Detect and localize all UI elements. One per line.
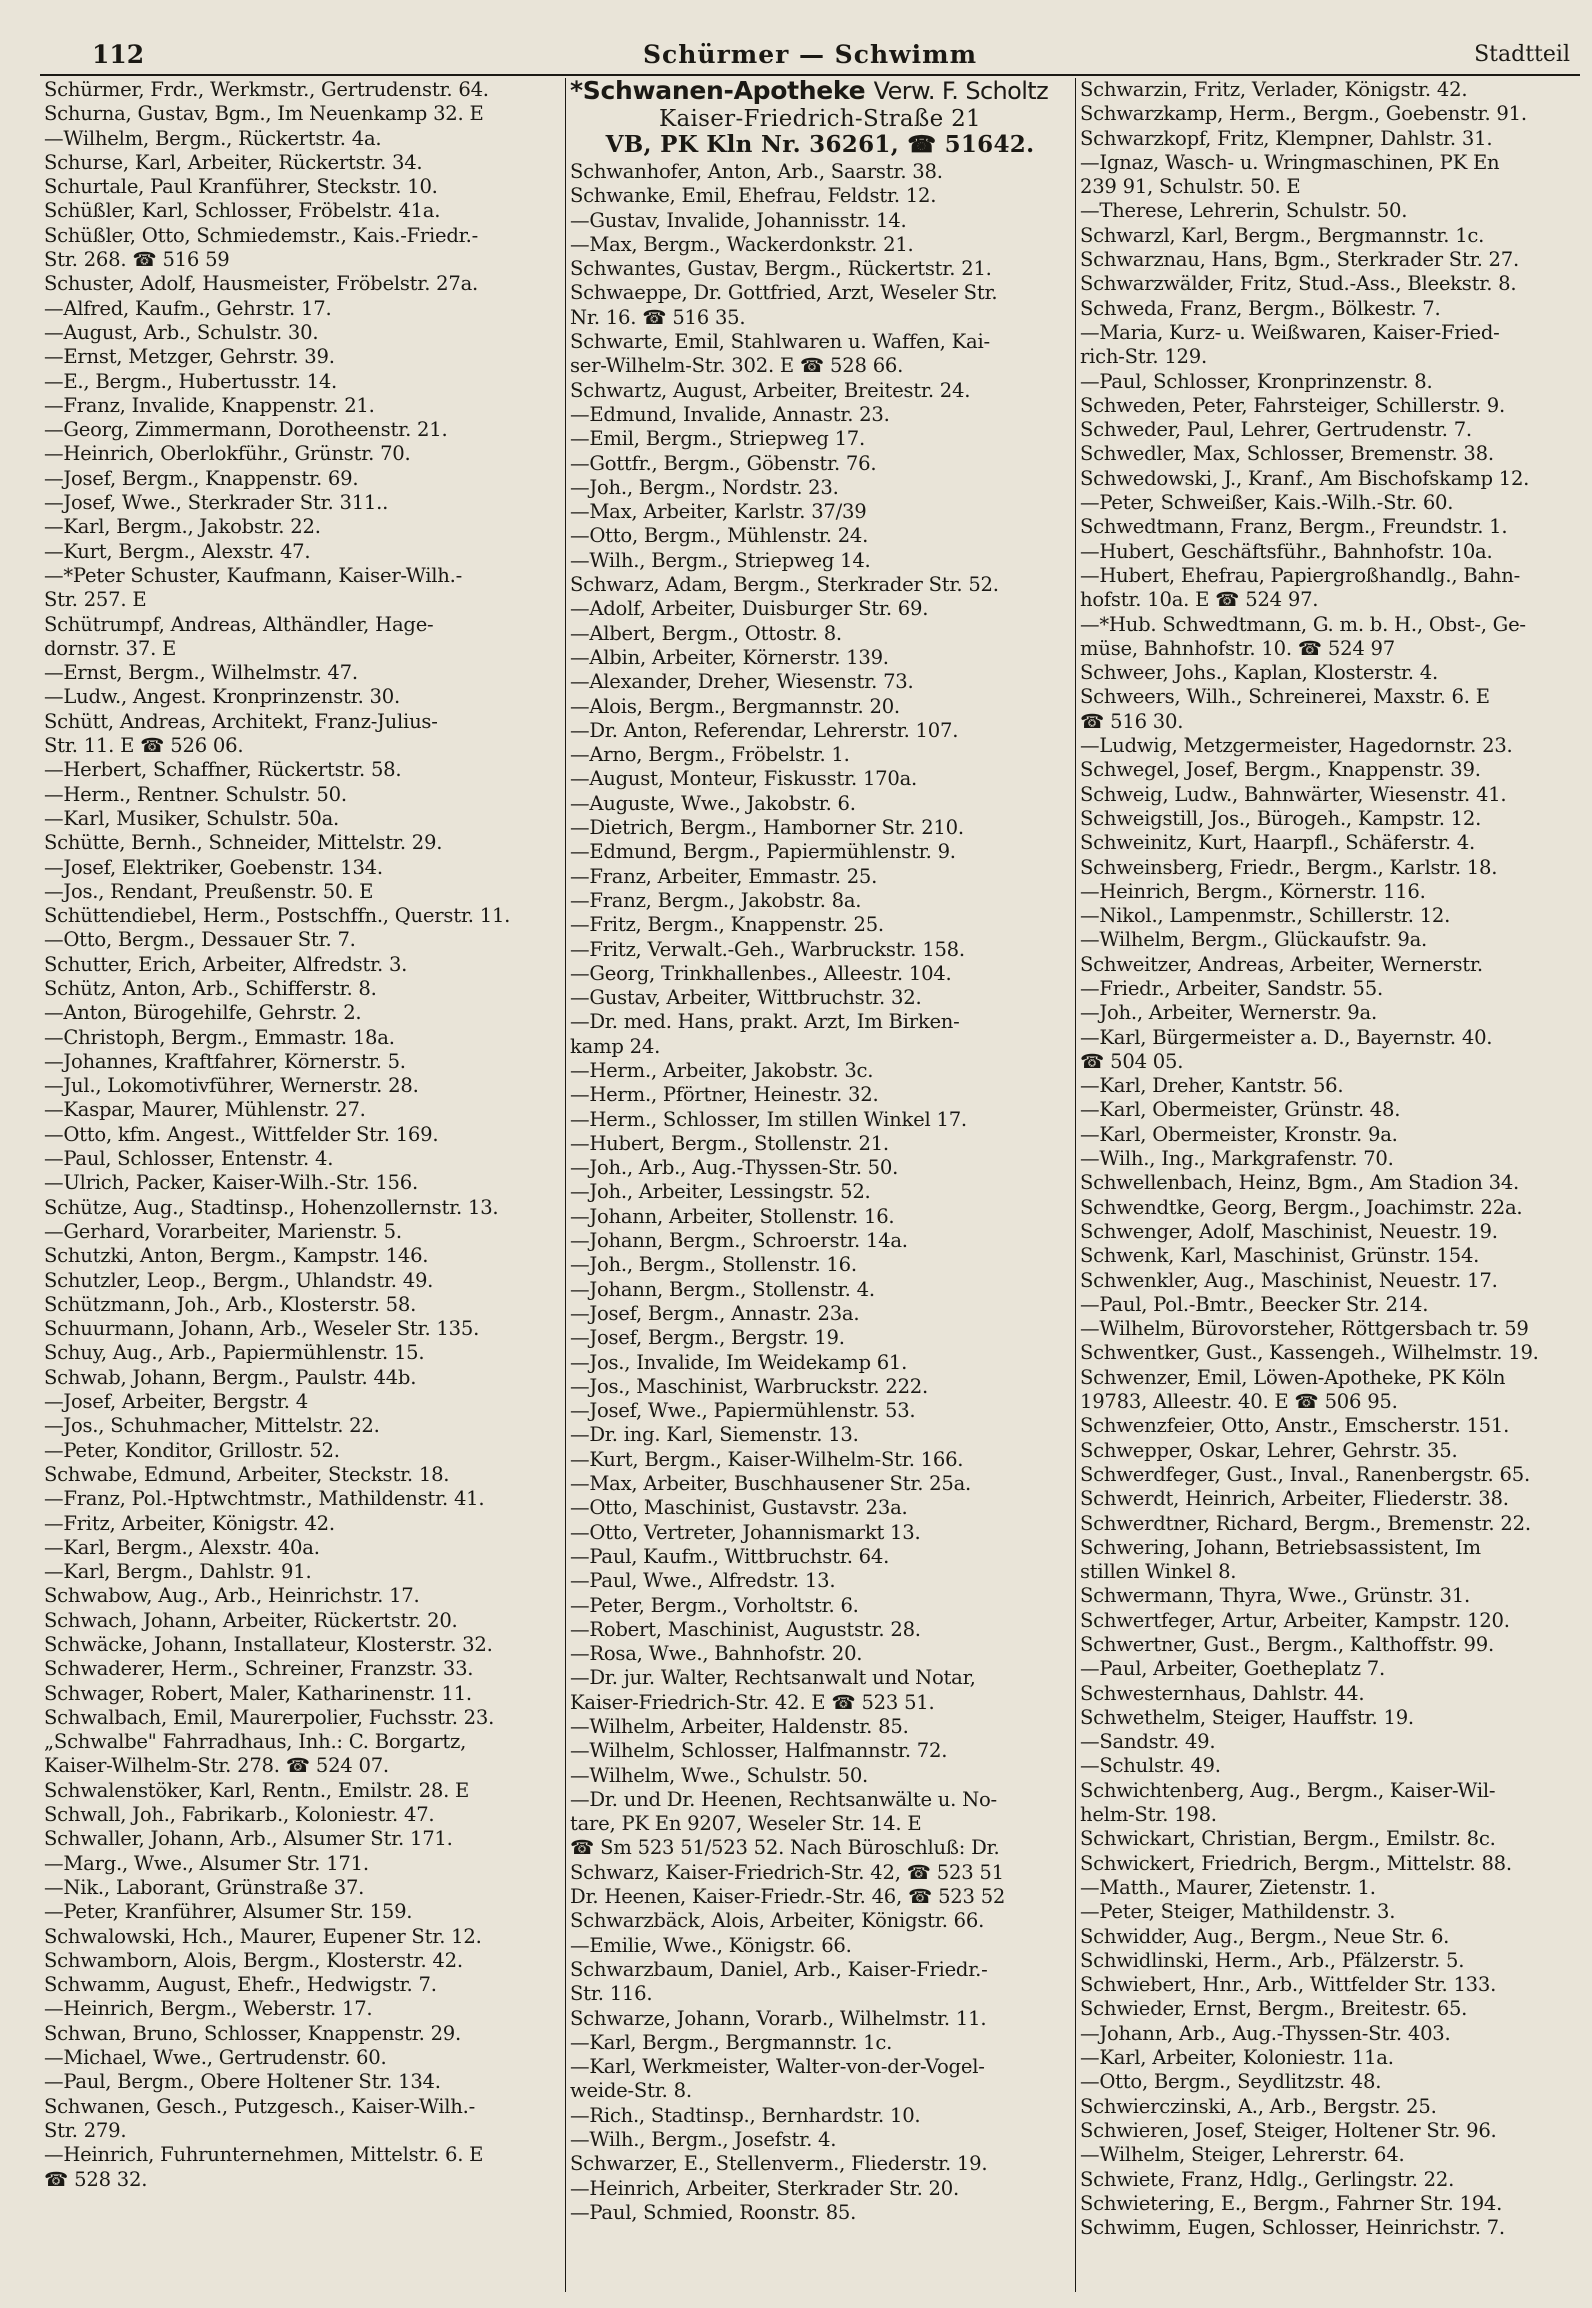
directory-entry-line: —Wilh., Bergm., Josefstr. 4. xyxy=(570,2128,837,2152)
directory-entry-line: —Max, Arbeiter, Buschhausener Str. 25a. xyxy=(570,1472,972,1496)
directory-entry-line: —Paul, Wwe., Alfredstr. 13. xyxy=(570,1569,836,1593)
directory-entry-line: —E., Bergm., Hubertusstr. 14. xyxy=(44,369,338,393)
directory-entry-line: —Anton, Bürogehilfe, Gehrstr. 2. xyxy=(44,1001,362,1025)
directory-entry-line: —Sandstr. 49. xyxy=(1080,1730,1216,1754)
directory-entry-line: —Josef, Wwe., Papiermühlenstr. 53. xyxy=(570,1399,916,1423)
directory-entry-line: Schutzler, Leop., Bergm., Uhlandstr. 49. xyxy=(44,1268,434,1292)
directory-entry-line: Kaiser-Wilhelm-Str. 278. ☎ 524 07. xyxy=(44,1754,389,1778)
directory-entry-line: 239 91, Schulstr. 50. E xyxy=(1080,175,1301,199)
directory-entry-line: stillen Winkel 8. xyxy=(1080,1560,1237,1584)
directory-entry-line: —Paul, Schmied, Roonstr. 85. xyxy=(570,2200,857,2224)
directory-entry-line: Schwamm, August, Ehefr., Hedwigstr. 7. xyxy=(44,1973,437,1997)
directory-entry-line: Schwickart, Christian, Bergm., Emilstr. 8c. xyxy=(1080,1827,1496,1851)
directory-entry-line: —Karl, Arbeiter, Koloniestr. 11a. xyxy=(1080,2046,1394,2070)
directory-entry-line: —Georg, Trinkhallenbes., Alleestr. 104. xyxy=(570,961,952,985)
directory-entry-line: —Franz, Invalide, Knappenstr. 21. xyxy=(44,393,375,417)
directory-entry-line: Schwenk, Karl, Maschinist, Grünstr. 154. xyxy=(1080,1244,1480,1268)
directory-entry-line: —Kurt, Bergm., Kaiser-Wilhelm-Str. 166. xyxy=(570,1447,964,1471)
directory-entry-line: —Joh., Bergm., Nordstr. 23. xyxy=(570,475,839,499)
directory-entry-line: —Herm., Schlosser, Im stillen Winkel 17. xyxy=(570,1107,967,1131)
directory-entry-line: —Fritz, Bergm., Knappenstr. 25. xyxy=(570,913,884,937)
directory-entry-line: Schwietering, E., Bergm., Fahrner Str. 194. xyxy=(1080,2191,1503,2215)
directory-entry-line: —Ludwig, Metzgermeister, Hagedornstr. 23. xyxy=(1080,734,1513,758)
directory-entry-line: —Herm., Pförtner, Heinestr. 32. xyxy=(570,1083,879,1107)
column-right xyxy=(1080,78,1590,2292)
directory-entry-line: —Heinrich, Bergm., Weberstr. 17. xyxy=(44,1997,373,2021)
directory-entry-line: dornstr. 37. E xyxy=(44,636,177,660)
directory-entry-line: Schwidlinski, Herm., Arb., Pfälzerstr. 5. xyxy=(1080,1948,1465,1972)
directory-entry-line: —Rosa, Wwe., Bahnhofstr. 20. xyxy=(570,1642,863,1666)
directory-entry-line: —Joh., Arbeiter, Wernerstr. 9a. xyxy=(1080,1001,1377,1025)
directory-entry-line: —*Peter Schuster, Kaufmann, Kaiser-Wilh.- xyxy=(44,563,463,587)
directory-entry-line: —Peter, Steiger, Mathildenstr. 3. xyxy=(1080,1900,1396,1924)
directory-entry-line: Kaiser-Friedrich-Str. 42. E ☎ 523 51. xyxy=(570,1690,935,1714)
directory-entry-line: —Karl, Bergm., Dahlstr. 91. xyxy=(44,1560,312,1584)
directory-entry-line: —Karl, Bürgermeister a. D., Bayernstr. 40. xyxy=(1080,1025,1493,1049)
directory-entry-line: Schwimm, Eugen, Schlosser, Heinrichstr. 7. xyxy=(1080,2216,1505,2240)
directory-entry-line: —Johann, Bergm., Stollenstr. 4. xyxy=(570,1277,875,1301)
directory-entry-line: —August, Arb., Schulstr. 30. xyxy=(44,320,319,344)
directory-entry-line: —Gustav, Arbeiter, Wittbruchstr. 32. xyxy=(570,986,922,1010)
directory-entry-line: —Josef, Arbeiter, Bergstr. 4 xyxy=(44,1390,308,1414)
directory-entry-line: Schwiete, Franz, Hdlg., Gerlingstr. 22. xyxy=(1080,2167,1455,2191)
directory-entry-line: —Alfred, Kaufm., Gehrstr. 17. xyxy=(44,296,332,320)
running-title: Schürmer — Schwimm xyxy=(642,40,978,69)
directory-entry-line: —Ulrich, Packer, Kaiser-Wilh.-Str. 156. xyxy=(44,1171,418,1195)
directory-entry-line: „Schwalbe" Fahrradhaus, Inh.: C. Borgartz, xyxy=(44,1730,467,1754)
directory-entry-line: Schwäcke, Johann, Installateur, Klosterstr. 32. xyxy=(44,1633,493,1656)
directory-entry-line: —Franz, Arbeiter, Emmastr. 25. xyxy=(570,864,878,888)
directory-entry-line: —Otto, Bergm., Mühlenstr. 24. xyxy=(570,524,869,548)
directory-entry-line: Schwermann, Thyra, Wwe., Grünstr. 31. xyxy=(1080,1584,1470,1608)
directory-entry-line: —Alexander, Dreher, Wiesenstr. 73. xyxy=(570,670,914,694)
directory-entry-line: weide-Str. 8. xyxy=(570,2079,692,2103)
directory-entry-line: Schütz, Anton, Arb., Schifferstr. 8. xyxy=(44,976,377,1000)
directory-entry-line: —Wilhelm, Bergm., Glückaufstr. 9a. xyxy=(1080,928,1428,952)
directory-entry-line: —Karl, Bergm., Jakobstr. 22. xyxy=(44,515,321,539)
directory-entry-line: —Emilie, Wwe., Königstr. 66. xyxy=(570,1933,852,1957)
directory-entry-line: —Herm., Rentner. Schulstr. 50. xyxy=(44,782,347,806)
directory-entry-line: Schwellenbach, Heinz, Bgm., Am Stadion 34. xyxy=(1080,1171,1520,1195)
directory-entry-line: Schuy, Aug., Arb., Papiermühlenstr. 15. xyxy=(44,1341,425,1365)
directory-entry-line: —Jos., Rendant, Preußenstr. 50. E xyxy=(44,879,374,903)
directory-entry-line: Schweitzer, Andreas, Arbeiter, Wernerstr. xyxy=(1080,952,1483,976)
directory-entry-line: Schwaderer, Herm., Schreiner, Franzstr. 33. xyxy=(44,1657,474,1681)
directory-entry-line: Schürmer, Frdr., Werkmstr., Gertrudenstr. 64. xyxy=(44,78,489,101)
directory-entry-line: —Michael, Wwe., Gertrudenstr. 60. xyxy=(44,2046,387,2070)
directory-entry-line: Dr. Heenen, Kaiser-Friedr.-Str. 46, ☎ 523 52 xyxy=(570,1885,1006,1909)
directory-entry-line: Schwierczinski, A., Arb., Bergstr. 25. xyxy=(1080,2094,1437,2118)
directory-entry-line: —Paul, Arbeiter, Goetheplatz 7. xyxy=(1080,1657,1385,1681)
directory-entry-line: Schütte, Bernh., Schneider, Mittelstr. 29. xyxy=(44,831,443,855)
advert-title-line xyxy=(570,78,1070,106)
directory-entry-line: —Peter, Konditor, Grillostr. 52. xyxy=(44,1438,340,1462)
directory-entry-line: Schweer, Johs., Kaplan, Klosterstr. 4. xyxy=(1080,661,1438,685)
directory-entry-line: —Jos., Invalide, Im Weidekamp 61. xyxy=(570,1350,908,1374)
directory-entry-line: —Joh., Arbeiter, Lessingstr. 52. xyxy=(570,1180,871,1204)
directory-entry-line: Nr. 16. ☎ 516 35. xyxy=(570,305,746,329)
directory-entry-line: Schwerdtner, Richard, Bergm., Bremenstr. 22. xyxy=(1080,1511,1531,1535)
directory-entry-line: Schweda, Franz, Bergm., Bölkestr. 7. xyxy=(1080,296,1441,320)
directory-entry-line: —Peter, Bergm., Vorholtstr. 6. xyxy=(570,1593,859,1617)
directory-entry-line: Schütt, Andreas, Architekt, Franz-Julius- xyxy=(44,709,438,733)
directory-entry-line: kamp 24. xyxy=(570,1034,661,1058)
directory-entry-line: ser-Wilhelm-Str. 302. E ☎ 528 66. xyxy=(570,354,904,378)
directory-entry-line: Schwab, Johann, Bergm., Paulstr. 44b. xyxy=(44,1365,417,1389)
directory-entry-line: —Wilhelm, Wwe., Schulstr. 50. xyxy=(570,1763,869,1787)
directory-entry-line: —Ernst, Metzger, Gehrstr. 39. xyxy=(44,345,335,369)
directory-entry-line: —Schulstr. 49. xyxy=(1080,1754,1221,1778)
directory-entry-line: Schwarzkamp, Herm., Bergm., Goebenstr. 91. xyxy=(1080,102,1527,126)
directory-entry-line: —Christoph, Bergm., Emmastr. 18a. xyxy=(44,1025,395,1049)
directory-entry-line: tare, PK En 9207, Weseler Str. 14. E xyxy=(570,1812,922,1836)
directory-entry-line: Str. 268. ☎ 516 59 xyxy=(44,248,230,272)
directory-entry-line: —Albin, Arbeiter, Körnerstr. 139. xyxy=(570,645,889,669)
directory-entry-line: Schweder, Paul, Lehrer, Gertrudenstr. 7. xyxy=(1080,418,1472,442)
directory-entry-line: Schuster, Adolf, Hausmeister, Fröbelstr. 27a. xyxy=(44,272,479,296)
directory-entry-line: ☎ 528 32. xyxy=(44,2167,148,2191)
directory-entry-line: Schwartz, August, Arbeiter, Breitestr. 24. xyxy=(570,378,971,402)
directory-entry-line: —Karl, Dreher, Kantstr. 56. xyxy=(1080,1074,1344,1098)
directory-entry-line: —Fritz, Arbeiter, Königstr. 42. xyxy=(44,1511,335,1535)
directory-entry-line: Schwalowski, Hch., Maurer, Eupener Str. 12. xyxy=(44,1924,482,1948)
directory-entry-line: Schütze, Aug., Stadtinsp., Hohenzollernstr. 13. xyxy=(44,1195,499,1219)
directory-entry-line: Schwidder, Aug., Bergm., Neue Str. 6. xyxy=(1080,1924,1450,1948)
directory-entry-line: Schwarte, Emil, Stahlwaren u. Waffen, Kai- xyxy=(570,330,990,354)
directory-entry-line: —Max, Bergm., Wackerdonkstr. 21. xyxy=(570,232,914,256)
directory-entry-line: —August, Monteur, Fiskusstr. 170a. xyxy=(570,767,918,791)
advert-owner: Verw. F. Scholtz xyxy=(873,78,1049,105)
directory-entry-line: —Karl, Obermeister, Kronstr. 9a. xyxy=(1080,1122,1398,1146)
directory-entry-line: —Robert, Maschinist, Auguststr. 28. xyxy=(570,1617,921,1641)
directory-entry-line: Schwertner, Gust., Bergm., Kalthoffstr. 99. xyxy=(1080,1633,1494,1656)
advert-address: Kaiser-Friedrich-Straße 21 xyxy=(659,106,981,132)
directory-entry-line: Str. 279. xyxy=(44,2118,127,2142)
directory-entry-line: —Georg, Zimmermann, Dorotheenstr. 21. xyxy=(44,418,448,442)
directory-entry-line: Schwieder, Ernst, Bergm., Breitestr. 65. xyxy=(1080,1997,1468,2021)
directory-entry-line: Schwarz, Adam, Bergm., Sterkrader Str. 52. xyxy=(570,573,999,597)
directory-entry-line: —Otto, kfm. Angest., Wittfelder Str. 169. xyxy=(44,1122,439,1146)
directory-entry-line: Schweden, Peter, Fahrsteiger, Schillerstr. 9. xyxy=(1080,393,1505,417)
directory-entry-line: Schwalbach, Emil, Maurerpolier, Fuchsstr. 23. xyxy=(44,1705,495,1729)
directory-entry-line: —Dr. jur. Walter, Rechtsanwalt und Notar, xyxy=(570,1666,976,1690)
directory-entry-line: Schwichtenberg, Aug., Bergm., Kaiser-Wil- xyxy=(1080,1778,1496,1802)
directory-entry-line: Schwentker, Gust., Kassengeh., Wilhelmstr. 19. xyxy=(1080,1341,1539,1365)
directory-entry-line: —Dr. und Dr. Heenen, Rechtsanwälte u. No- xyxy=(570,1787,997,1811)
directory-entry-line: —Alois, Bergm., Bergmannstr. 20. xyxy=(570,694,900,718)
directory-entry-line: Schützmann, Joh., Arb., Klosterstr. 58. xyxy=(44,1292,417,1316)
page-number: 112 xyxy=(92,40,145,69)
directory-entry-line: Schurna, Gustav, Bgm., Im Neuenkamp 32. E xyxy=(44,102,484,126)
directory-entry-line: —Jos., Maschinist, Warbruckstr. 222. xyxy=(570,1374,928,1398)
directory-entry-line: —Kaspar, Maurer, Mühlenstr. 27. xyxy=(44,1098,366,1122)
column-divider xyxy=(565,78,566,2292)
directory-entry-line: Schwenkler, Aug., Maschinist, Neuestr. 17. xyxy=(1080,1268,1498,1292)
directory-entry-line: Schurse, Karl, Arbeiter, Rückertstr. 34. xyxy=(44,150,423,174)
directory-entry-line: —Ignaz, Wasch- u. Wringmaschinen, PK En xyxy=(1080,150,1500,174)
directory-entry-line: —Therese, Lehrerin, Schulstr. 50. xyxy=(1080,199,1408,223)
directory-entry-line: —Friedr., Arbeiter, Sandstr. 55. xyxy=(1080,976,1383,1000)
directory-entry-line: ☎ 516 30. xyxy=(1080,709,1184,733)
directory-entry-line: Schwiebert, Hnr., Arb., Wittfelder Str. 133. xyxy=(1080,1973,1497,1997)
directory-entry-line: —Johann, Arbeiter, Stollenstr. 16. xyxy=(570,1204,895,1228)
directory-entry-line: Schüßler, Otto, Schmiedemstr., Kais.-Friedr.- xyxy=(44,223,478,247)
column-divider xyxy=(1075,78,1076,2292)
directory-entry-line: Schwieren, Josef, Steiger, Holtener Str. 96. xyxy=(1080,2118,1497,2142)
directory-entry-line: —Auguste, Wwe., Jakobstr. 6. xyxy=(570,791,856,815)
directory-entry-line: —Emil, Bergm., Striepweg 17. xyxy=(570,427,866,451)
directory-entry-line: Schwamborn, Alois, Bergm., Klosterstr. 42. xyxy=(44,1948,463,1972)
directory-entry-line: —Matth., Maurer, Zietenstr. 1. xyxy=(1080,1875,1376,1899)
directory-entry-line: Schutter, Erich, Arbeiter, Alfredstr. 3. xyxy=(44,952,408,976)
directory-entry-line: —Wilh., Bergm., Striepweg 14. xyxy=(570,548,871,572)
directory-entry-line: Schweinitz, Kurt, Haarpfl., Schäferstr. 4. xyxy=(1080,831,1475,855)
directory-entry-line: helm-Str. 198. xyxy=(1080,1803,1217,1827)
directory-entry-line: —Wilhelm, Steiger, Lehrerstr. 64. xyxy=(1080,2143,1405,2167)
column-middle-entries xyxy=(570,160,1070,2225)
directory-entry-line: —Johann, Bergm., Schroerstr. 14a. xyxy=(570,1229,908,1253)
directory-entry-line: —Peter, Schweißer, Kais.-Wilh.-Str. 60. xyxy=(1080,491,1454,515)
directory-entry-line: Schwarzwälder, Fritz, Stud.-Ass., Bleekstr. 8. xyxy=(1080,272,1517,296)
directory-entry-line: —Adolf, Arbeiter, Duisburger Str. 69. xyxy=(570,597,929,621)
directory-entry-line: —Hubert, Bergm., Stollenstr. 21. xyxy=(570,1131,889,1155)
directory-entry-line: —Karl, Bergm., Bergmannstr. 1c. xyxy=(570,2030,893,2054)
directory-entry-line: Schwaeppe, Dr. Gottfried, Arzt, Weseler Str. xyxy=(570,281,998,305)
directory-entry-line: —Gottfr., Bergm., Göbenstr. 76. xyxy=(570,451,877,475)
directory-entry-line: —Jos., Schuhmacher, Mittelstr. 22. xyxy=(44,1414,380,1438)
directory-entry-line: Str. 257. E xyxy=(44,588,147,612)
directory-entry-line: —Paul, Bergm., Obere Holtener Str. 134. xyxy=(44,2070,441,2094)
directory-entry-line: —Karl, Bergm., Alexstr. 40a. xyxy=(44,1535,320,1559)
directory-entry-line: —Kurt, Bergm., Alexstr. 47. xyxy=(44,539,311,563)
directory-entry-line: Schweigstill, Jos., Bürogeh., Kampstr. 12. xyxy=(1080,806,1482,830)
directory-entry-line: —Paul, Kaufm., Wittbruchstr. 64. xyxy=(570,1544,890,1568)
directory-entry-line: Schwarzl, Karl, Bergm., Bergmannstr. 1c. xyxy=(1080,223,1485,247)
directory-entry-line: Schüttendiebel, Herm., Postschffn., Querstr. 11. xyxy=(44,904,511,928)
directory-entry-line: —Karl, Werkmeister, Walter-von-der-Vogel- xyxy=(570,2055,985,2079)
directory-entry-line: —Otto, Vertreter, Johannismarkt 13. xyxy=(570,1520,921,1544)
directory-entry-line: —Otto, Bergm., Seydlitzstr. 48. xyxy=(1080,2070,1382,2094)
directory-entry-line: Schwickert, Friedrich, Bergm., Mittelstr. 88. xyxy=(1080,1851,1512,1875)
directory-entry-line: —Josef, Bergm., Annastr. 23a. xyxy=(570,1301,860,1325)
directory-entry-line: —Herbert, Schaffner, Rückertstr. 58. xyxy=(44,758,402,782)
column-middle xyxy=(570,78,1070,2292)
directory-entry-line: Schwedtmann, Franz, Bergm., Freundstr. 1. xyxy=(1080,515,1508,539)
directory-entry-line: —Gerhard, Vorarbeiter, Marienstr. 5. xyxy=(44,1219,402,1243)
directory-entry-line: —Joh., Bergm., Stollenstr. 16. xyxy=(570,1253,857,1277)
directory-entry-line: Schwarzbäck, Alois, Arbeiter, Königstr. 66. xyxy=(570,1909,985,1933)
directory-entry-line: —Herm., Arbeiter, Jakobstr. 3c. xyxy=(570,1058,874,1082)
directory-entry-line: —Josef, Wwe., Sterkrader Str. 311.. xyxy=(44,491,389,515)
directory-entry-line: —Peter, Kranführer, Alsumer Str. 159. xyxy=(44,1900,413,1924)
directory-entry-line: —Dr. Anton, Referendar, Lehrerstr. 107. xyxy=(570,718,959,742)
directory-entry-line: —Heinrich, Fuhrunternehmen, Mittelstr. 6. E xyxy=(44,2143,484,2167)
directory-entry-line: —Josef, Bergm., Bergstr. 19. xyxy=(570,1326,845,1350)
directory-entry-line: Schwenger, Adolf, Maschinist, Neuestr. 19. xyxy=(1080,1219,1498,1243)
directory-entry-line: —Jul., Lokomotivführer, Wernerstr. 28. xyxy=(44,1074,419,1098)
directory-entry-line: —Edmund, Bergm., Papiermühlenstr. 9. xyxy=(570,840,956,864)
directory-entry-line: Schwerdt, Heinrich, Arbeiter, Fliederstr. 38. xyxy=(1080,1487,1509,1511)
directory-entry-line: Schwalenstöker, Karl, Rentn., Emilstr. 28. E xyxy=(44,1778,470,1802)
directory-entry-line: —Nik., Laborant, Grünstraße 37. xyxy=(44,1875,365,1899)
directory-entry-line: Schwerdfeger, Gust., Inval., Ranenbergstr. 65. xyxy=(1080,1462,1530,1486)
directory-entry-line: Schwarze, Johann, Vorarb., Wilhelmstr. 11. xyxy=(570,2006,987,2030)
directory-entry-line: —Wilh., Ing., Markgrafenstr. 70. xyxy=(1080,1147,1394,1171)
directory-entry-line: —Heinrich, Bergm., Körnerstr. 116. xyxy=(1080,879,1426,903)
directory-entry-line: ☎ Sm 523 51/523 52. Nach Büroschluß: Dr. xyxy=(570,1836,1000,1860)
directory-entry-line: Schwarzin, Fritz, Verlader, Königstr. 42. xyxy=(1080,78,1468,101)
directory-entry-line: —Fritz, Verwalt.-Geh., Warbruckstr. 158. xyxy=(570,937,965,961)
directory-entry-line: —Paul, Pol.-Bmtr., Beecker Str. 214. xyxy=(1080,1292,1429,1316)
directory-entry-line: Schüßler, Karl, Schlosser, Fröbelstr. 41a. xyxy=(44,199,441,223)
directory-entry-line: —Maria, Kurz- u. Weißwaren, Kaiser-Fried- xyxy=(1080,320,1500,344)
directory-entry-line: Schwall, Joh., Fabrikarb., Koloniestr. 47. xyxy=(44,1803,435,1827)
directory-entry-line: —Dietrich, Bergm., Hamborner Str. 210. xyxy=(570,816,964,840)
directory-entry-line: Schwan, Bruno, Schlosser, Knappenstr. 29. xyxy=(44,2021,462,2045)
pharmacy-advert xyxy=(570,78,1070,158)
directory-entry-line: —Karl, Musiker, Schulstr. 50a. xyxy=(44,806,339,830)
directory-entry-line: Schwarznau, Hans, Bgm., Sterkrader Str. 27. xyxy=(1080,248,1519,272)
directory-entry-line: Schwethelm, Steiger, Hauffstr. 19. xyxy=(1080,1705,1414,1729)
directory-entry-line: Schutzki, Anton, Bergm., Kampstr. 146. xyxy=(44,1244,429,1268)
directory-entry-line: —Dr. med. Hans, prakt. Arzt, Im Birken- xyxy=(570,1010,960,1034)
directory-entry-line: —Wilhelm, Bergm., Rückertstr. 4a. xyxy=(44,126,382,150)
directory-entry-line: —Nikol., Lampenmstr., Schillerstr. 12. xyxy=(1080,904,1451,928)
directory-entry-line: Schweers, Wilh., Schreinerei, Maxstr. 6. E xyxy=(1080,685,1490,709)
directory-entry-line: Schurtale, Paul Kranführer, Steckstr. 10. xyxy=(44,175,438,199)
directory-entry-line: —Johann, Arb., Aug.-Thyssen-Str. 403. xyxy=(1080,2021,1451,2045)
directory-entry-line: Schwenzer, Emil, Löwen-Apotheke, PK Köln xyxy=(1080,1365,1506,1389)
directory-entry-line: Schwager, Robert, Maler, Katharinenstr. 11. xyxy=(44,1681,472,1705)
directory-entry-line: Schwedowski, J., Kranf., Am Bischofskamp 12. xyxy=(1080,466,1530,490)
directory-entry-line: —Ludw., Angest. Kronprinzenstr. 30. xyxy=(44,685,400,709)
directory-entry-line: Schwanhofer, Anton, Arb., Saarstr. 38. xyxy=(570,160,943,183)
directory-entry-line: —Max, Arbeiter, Karlstr. 37/39 xyxy=(570,500,867,524)
directory-entry-line: Schwendtke, Georg, Bergm., Joachimstr. 22a. xyxy=(1080,1195,1523,1219)
directory-entry-line: —Hubert, Ehefrau, Papiergroßhandlg., Bahn- xyxy=(1080,563,1520,587)
directory-entry-line: müse, Bahnhofstr. 10. ☎ 524 97 xyxy=(1080,636,1395,660)
directory-entry-line: Schwaller, Johann, Arb., Alsumer Str. 171. xyxy=(44,1827,453,1851)
directory-entry-line: Schwertfeger, Artur, Arbeiter, Kampstr. 120. xyxy=(1080,1608,1510,1632)
directory-entry-line: —Marg., Wwe., Alsumer Str. 171. xyxy=(44,1851,369,1875)
directory-entry-line: —Rich., Stadtinsp., Bernhardstr. 10. xyxy=(570,2103,921,2127)
directory-entry-line: Schwenzfeier, Otto, Anstr., Emscherstr. 151. xyxy=(1080,1414,1510,1438)
directory-entry-line: —Arno, Bergm., Fröbelstr. 1. xyxy=(570,743,850,767)
directory-entry-line: —Ernst, Bergm., Wilhelmstr. 47. xyxy=(44,661,358,685)
directory-entry-line: —Albert, Bergm., Ottostr. 8. xyxy=(570,621,842,645)
directory-entry-line: Schwanke, Emil, Ehefrau, Feldstr. 12. xyxy=(570,184,937,208)
directory-entry-line: —Hubert, Geschäftsführ., Bahnhofstr. 10a. xyxy=(1080,539,1493,563)
directory-entry-line: ☎ 504 05. xyxy=(1080,1049,1184,1073)
directory-entry-line: —Franz, Bergm., Jakobstr. 8a. xyxy=(570,888,862,912)
directory-entry-line: Schweig, Ludw., Bahnwärter, Wiesenstr. 41. xyxy=(1080,782,1507,806)
directory-entry-line: Schütrumpf, Andreas, Althändler, Hage- xyxy=(44,612,434,636)
directory-entry-line: Schwarzbaum, Daniel, Arb., Kaiser-Friedr.- xyxy=(570,1957,988,1981)
directory-entry-line: Schwarzkopf, Fritz, Klempner, Dahlstr. 31. xyxy=(1080,126,1493,150)
directory-entry-line: Schwabow, Aug., Arb., Heinrichstr. 17. xyxy=(44,1584,420,1608)
directory-entry-line: —Wilhelm, Bürovorsteher, Röttgersbach tr. 59 xyxy=(1080,1317,1529,1341)
column-left xyxy=(44,78,562,2292)
directory-entry-line: Schwegel, Josef, Bergm., Knappenstr. 39. xyxy=(1080,758,1481,782)
directory-entry-line: Schwering, Johann, Betriebsassistent, Im xyxy=(1080,1535,1481,1559)
directory-entry-line: Schuurmann, Johann, Arb., Weseler Str. 135. xyxy=(44,1317,480,1341)
advert-title: *Schwanen-Apotheke xyxy=(570,78,866,105)
directory-entry-line: Str. 11. E ☎ 526 06. xyxy=(44,734,244,758)
directory-entry-line: Schwarz, Kaiser-Friedrich-Str. 42, ☎ 523 51 xyxy=(570,1860,1004,1884)
directory-entry-line: —Wilhelm, Schlosser, Halfmannstr. 72. xyxy=(570,1739,948,1763)
directory-entry-line: —Karl, Obermeister, Grünstr. 48. xyxy=(1080,1098,1401,1122)
directory-entry-line: —Otto, Bergm., Dessauer Str. 7. xyxy=(44,928,356,952)
directory-entry-line: —Josef, Bergm., Knappenstr. 69. xyxy=(44,466,359,490)
directory-entry-line: Schwanen, Gesch., Putzgesch., Kaiser-Wilh.- xyxy=(44,2094,476,2118)
directory-entry-line: —Paul, Schlosser, Kronprinzenstr. 8. xyxy=(1080,369,1433,393)
directory-entry-line: —*Hub. Schwedtmann, G. m. b. H., Obst-, Ge- xyxy=(1080,612,1526,636)
directory-entry-line: Schwedler, Max, Schlosser, Bremenstr. 38. xyxy=(1080,442,1494,466)
directory-entry-line: hofstr. 10a. E ☎ 524 97. xyxy=(1080,588,1319,612)
directory-entry-line: Schwepper, Oskar, Lehrer, Gehrstr. 35. xyxy=(1080,1438,1458,1462)
directory-entry-line: Schwesternhaus, Dahlstr. 44. xyxy=(1080,1681,1365,1705)
section-label: Stadtteil xyxy=(1474,42,1570,67)
page-header xyxy=(40,38,1580,76)
directory-entry-line: Schwantes, Gustav, Bergm., Rückertstr. 21. xyxy=(570,257,992,281)
directory-entry-line: —Edmund, Invalide, Annastr. 23. xyxy=(570,402,890,426)
directory-entry-line: Schwarzer, E., Stellenverm., Fliederstr. 19. xyxy=(570,2152,988,2176)
directory-entry-line: —Otto, Maschinist, Gustavstr. 23a. xyxy=(570,1496,908,1520)
directory-entry-line: —Josef, Elektriker, Goebenstr. 134. xyxy=(44,855,383,879)
directory-entry-line: —Heinrich, Arbeiter, Sterkrader Str. 20. xyxy=(570,2176,959,2200)
directory-entry-line: —Dr. ing. Karl, Siemenstr. 13. xyxy=(570,1423,859,1447)
directory-entry-line: 19783, Alleestr. 40. E ☎ 506 95. xyxy=(1080,1390,1398,1414)
directory-entry-line: Str. 116. xyxy=(570,1982,653,2006)
directory-entry-line: Schweinsberg, Friedr., Bergm., Karlstr. 18. xyxy=(1080,855,1498,879)
directory-entry-line: Schwach, Johann, Arbeiter, Rückertstr. 20. xyxy=(44,1608,458,1632)
directory-entry-line: Schwabe, Edmund, Arbeiter, Steckstr. 18. xyxy=(44,1462,450,1486)
directory-entry-line: —Paul, Schlosser, Entenstr. 4. xyxy=(44,1147,334,1171)
directory-entry-line: —Heinrich, Oberlokführ., Grünstr. 70. xyxy=(44,442,411,466)
directory-entry-line: —Gustav, Invalide, Johannisstr. 14. xyxy=(570,208,907,232)
directory-entry-line: —Wilhelm, Arbeiter, Haldenstr. 85. xyxy=(570,1715,909,1738)
advert-bank: VB, PK Kln Nr. 36261, ☎ 51642. xyxy=(605,131,1035,158)
directory-entry-line: —Franz, Pol.-Hptwchtmstr., Mathildenstr. 41. xyxy=(44,1487,485,1511)
directory-entry-line: rich-Str. 129. xyxy=(1080,345,1207,369)
directory-entry-line: —Johannes, Kraftfahrer, Körnerstr. 5. xyxy=(44,1049,406,1073)
directory-entry-line: —Joh., Arb., Aug.-Thyssen-Str. 50. xyxy=(570,1156,899,1180)
